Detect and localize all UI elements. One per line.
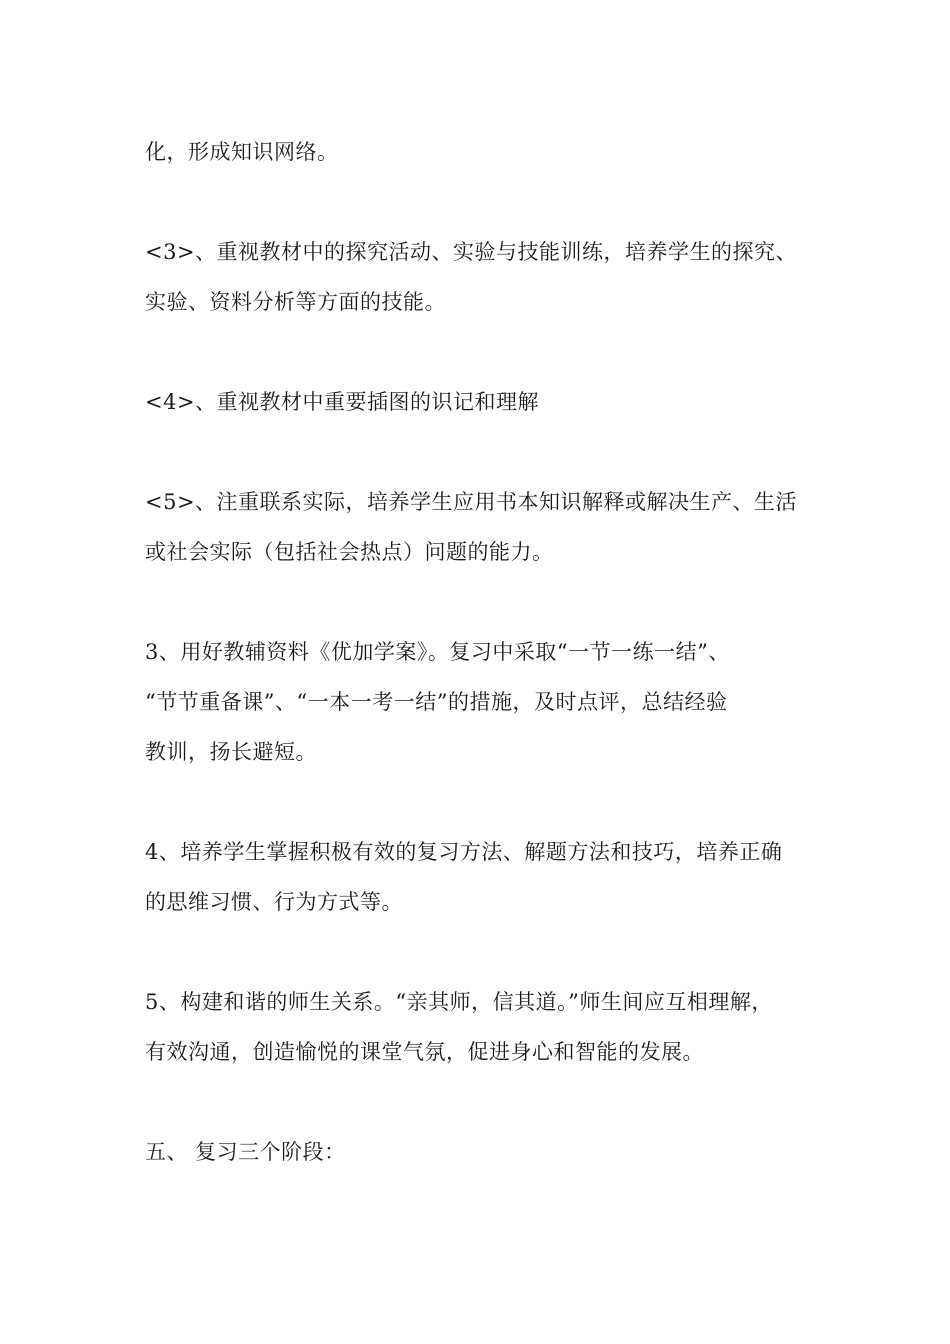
paragraph-line: 或社会实际（包括社会热点）问题的能力。 (145, 540, 554, 564)
section-heading: 五、 复习三个阶段： (145, 1140, 346, 1164)
paragraph-line: 化，形成知识网络。 (145, 140, 339, 164)
paragraph-line: 3、用好教辅资料《优加学案》。复习中采取“一节一练一结”、 (145, 640, 730, 664)
paragraph-line: 实验、资料分析等方面的技能。 (145, 290, 446, 314)
paragraph-line: “节节重备课”、“一本一考一结”的措施，及时点评，总结经验 (145, 690, 728, 714)
paragraph-line: 有效沟通，创造愉悦的课堂气氛，促进身心和智能的发展。 (145, 1040, 704, 1064)
paragraph-line: 的思维习惯、行为方式等。 (145, 890, 403, 914)
paragraph-line: <3>、重视教材中的探究活动、实验与技能训练，培养学生的探究、 (145, 240, 798, 264)
paragraph-line: <5>、注重联系实际，培养学生应用书本知识解释或解决生产、生活 (145, 490, 798, 514)
paragraph-line: 教训，扬长避短。 (145, 740, 317, 764)
paragraph-line: 4、培养学生掌握积极有效的复习方法、解题方法和技巧，培养正确 (145, 840, 783, 864)
paragraph-line: 5、构建和谐的师生关系。“亲其师，信其道。”师生间应互相理解， (145, 990, 773, 1014)
paragraph-line: <4>、重视教材中重要插图的识记和理解 (145, 390, 540, 414)
